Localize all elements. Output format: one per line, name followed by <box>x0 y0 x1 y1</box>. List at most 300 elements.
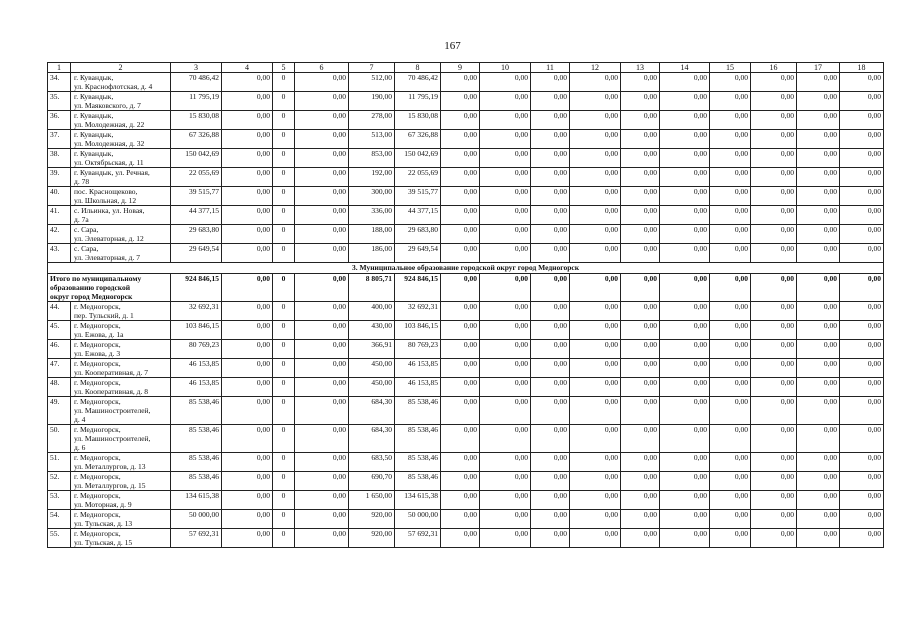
col-12-value: 0,00 <box>570 274 621 302</box>
col-13-value: 0,00 <box>621 149 660 168</box>
col-16-value: 0,00 <box>751 472 797 491</box>
col-13-value: 0,00 <box>621 321 660 340</box>
column-number-header: 5 <box>273 63 295 73</box>
col-7-value: 400,00 <box>349 302 395 321</box>
col-13-value: 0,00 <box>621 225 660 244</box>
col-8-value: 46 153,85 <box>395 378 441 397</box>
col-13-value: 0,00 <box>621 274 660 302</box>
col-6-value: 0,00 <box>295 340 349 359</box>
col-14-value: 0,00 <box>660 359 710 378</box>
col-14-value: 0,00 <box>660 397 710 425</box>
col-13-value: 0,00 <box>621 168 660 187</box>
col-7-value: 192,00 <box>349 168 395 187</box>
address-line: ул. Школьная, д. 12 <box>74 196 137 205</box>
col-8-value: 150 042,69 <box>395 149 441 168</box>
col-8-value: 39 515,77 <box>395 187 441 206</box>
table-row <box>48 206 884 225</box>
row-number: 47. <box>48 359 71 378</box>
col-13-value: 0,00 <box>621 397 660 425</box>
table-row <box>48 378 884 397</box>
col-13-value: 0,00 <box>621 472 660 491</box>
col-16-value: 0,00 <box>751 130 797 149</box>
col-5-value: 0 <box>273 302 295 321</box>
total-row <box>48 274 884 302</box>
col-10-value: 0,00 <box>480 302 531 321</box>
table-row <box>48 321 884 340</box>
col-3-value: 46 153,85 <box>171 359 222 378</box>
col-15-value: 0,00 <box>710 321 751 340</box>
table-row <box>48 225 884 244</box>
address-cell <box>71 149 171 168</box>
col-17-value: 0,00 <box>797 340 840 359</box>
col-8-value: 924 846,15 <box>395 274 441 302</box>
col-9-value: 0,00 <box>441 302 480 321</box>
col-16-value: 0,00 <box>751 244 797 263</box>
col-6-value: 0,00 <box>295 453 349 472</box>
address-line: г. Медногорск, <box>74 529 121 538</box>
col-14-value: 0,00 <box>660 168 710 187</box>
address-cell <box>71 73 171 92</box>
col-7-value: 920,00 <box>349 529 395 548</box>
row-number: 39. <box>48 168 71 187</box>
col-16-value: 0,00 <box>751 274 797 302</box>
col-14-value: 0,00 <box>660 321 710 340</box>
col-5-value: 0 <box>273 321 295 340</box>
col-8-value: 67 326,88 <box>395 130 441 149</box>
col-17-value: 0,00 <box>797 92 840 111</box>
address-line: пер. Тульский, д. 1 <box>74 311 134 320</box>
col-11-value: 0,00 <box>531 149 570 168</box>
col-6-value: 0,00 <box>295 92 349 111</box>
col-17-value: 0,00 <box>797 149 840 168</box>
address-line: ул. Ежова, д. 1а <box>74 330 124 339</box>
col-17-value: 0,00 <box>797 274 840 302</box>
col-9-value: 0,00 <box>441 149 480 168</box>
col-16-value: 0,00 <box>751 73 797 92</box>
col-11-value: 0,00 <box>531 397 570 425</box>
address-cell <box>71 510 171 529</box>
address-line: г. Кувандык, ул. Речная, <box>74 168 150 177</box>
col-3-value: 134 615,38 <box>171 491 222 510</box>
col-10-value: 0,00 <box>480 472 531 491</box>
col-4-value: 0,00 <box>222 302 273 321</box>
table-row <box>48 453 884 472</box>
column-number-header: 4 <box>222 63 273 73</box>
col-10-value: 0,00 <box>480 340 531 359</box>
col-12-value: 0,00 <box>570 149 621 168</box>
col-15-value: 0,00 <box>710 425 751 453</box>
col-8-value: 57 692,31 <box>395 529 441 548</box>
col-15-value: 0,00 <box>710 111 751 130</box>
col-11-value: 0,00 <box>531 529 570 548</box>
col-7-value: 300,00 <box>349 187 395 206</box>
address-cell <box>71 244 171 263</box>
address-line: д. 4 <box>74 415 86 424</box>
col-5-value: 0 <box>273 206 295 225</box>
col-13-value: 0,00 <box>621 453 660 472</box>
col-6-value: 0,00 <box>295 187 349 206</box>
col-6-value: 0,00 <box>295 225 349 244</box>
col-11-value: 0,00 <box>531 130 570 149</box>
col-18-value: 0,00 <box>840 453 884 472</box>
col-5-value: 0 <box>273 130 295 149</box>
col-6-value: 0,00 <box>295 244 349 263</box>
col-13-value: 0,00 <box>621 302 660 321</box>
col-7-value: 430,00 <box>349 321 395 340</box>
col-5-value: 0 <box>273 92 295 111</box>
col-12-value: 0,00 <box>570 397 621 425</box>
col-11-value: 0,00 <box>531 491 570 510</box>
col-9-value: 0,00 <box>441 225 480 244</box>
col-11-value: 0,00 <box>531 378 570 397</box>
col-11-value: 0,00 <box>531 425 570 453</box>
address-line: с. Сара, <box>74 244 99 253</box>
column-number-row <box>48 63 884 73</box>
address-line: ул. Молодежная, д. 32 <box>74 139 145 148</box>
col-5-value: 0 <box>273 168 295 187</box>
row-number: 34. <box>48 73 71 92</box>
col-7-value: 853,00 <box>349 149 395 168</box>
col-4-value: 0,00 <box>222 425 273 453</box>
col-7-value: 683,50 <box>349 453 395 472</box>
col-7-value: 684,30 <box>349 397 395 425</box>
col-16-value: 0,00 <box>751 397 797 425</box>
col-6-value: 0,00 <box>295 397 349 425</box>
col-4-value: 0,00 <box>222 529 273 548</box>
column-number-header: 11 <box>531 63 570 73</box>
col-7-value: 336,00 <box>349 206 395 225</box>
col-15-value: 0,00 <box>710 302 751 321</box>
column-number-header: 18 <box>840 63 884 73</box>
col-6-value: 0,00 <box>295 73 349 92</box>
col-17-value: 0,00 <box>797 453 840 472</box>
column-number-header: 9 <box>441 63 480 73</box>
address-line: д. 7а <box>74 215 89 224</box>
column-number-header: 14 <box>660 63 710 73</box>
col-6-value: 0,00 <box>295 206 349 225</box>
address-line: ул. Краснофлотская, д. 4 <box>74 82 153 91</box>
address-line: ул. Моторная, д. 9 <box>74 500 132 509</box>
table-row <box>48 359 884 378</box>
column-number-header: 15 <box>710 63 751 73</box>
col-13-value: 0,00 <box>621 92 660 111</box>
col-11-value: 0,00 <box>531 359 570 378</box>
col-4-value: 0,00 <box>222 453 273 472</box>
table-row <box>48 510 884 529</box>
col-18-value: 0,00 <box>840 425 884 453</box>
address-line: г. Кувандык, <box>74 73 114 82</box>
col-3-value: 924 846,15 <box>171 274 222 302</box>
address-line: г. Медногорск, <box>74 472 121 481</box>
column-number-header: 13 <box>621 63 660 73</box>
col-18-value: 0,00 <box>840 206 884 225</box>
col-18-value: 0,00 <box>840 111 884 130</box>
col-15-value: 0,00 <box>710 130 751 149</box>
col-7-value: 8 805,71 <box>349 274 395 302</box>
col-12-value: 0,00 <box>570 92 621 111</box>
col-11-value: 0,00 <box>531 453 570 472</box>
column-number-header: 10 <box>480 63 531 73</box>
col-15-value: 0,00 <box>710 73 751 92</box>
col-18-value: 0,00 <box>840 187 884 206</box>
row-number: 36. <box>48 111 71 130</box>
col-13-value: 0,00 <box>621 510 660 529</box>
col-8-value: 15 830,08 <box>395 111 441 130</box>
row-number: 45. <box>48 321 71 340</box>
col-6-value: 0,00 <box>295 274 349 302</box>
address-line: Итого по муниципальному <box>50 274 142 283</box>
col-8-value: 44 377,15 <box>395 206 441 225</box>
col-12-value: 0,00 <box>570 491 621 510</box>
col-3-value: 29 683,80 <box>171 225 222 244</box>
col-5-value: 0 <box>273 378 295 397</box>
col-5-value: 0 <box>273 453 295 472</box>
col-13-value: 0,00 <box>621 491 660 510</box>
col-12-value: 0,00 <box>570 206 621 225</box>
address-line: г. Медногорск, <box>74 378 121 387</box>
col-12-value: 0,00 <box>570 453 621 472</box>
address-line: г. Медногорск, <box>74 340 121 349</box>
col-12-value: 0,00 <box>570 425 621 453</box>
address-line: г. Медногорск, <box>74 321 121 330</box>
col-18-value: 0,00 <box>840 274 884 302</box>
col-9-value: 0,00 <box>441 378 480 397</box>
col-4-value: 0,00 <box>222 244 273 263</box>
col-3-value: 85 538,46 <box>171 472 222 491</box>
col-4-value: 0,00 <box>222 340 273 359</box>
address-line: ул. Маяковского, д. 7 <box>74 101 141 110</box>
col-9-value: 0,00 <box>441 472 480 491</box>
address-line: г. Медногорск, <box>74 302 121 311</box>
col-3-value: 46 153,85 <box>171 378 222 397</box>
col-10-value: 0,00 <box>480 359 531 378</box>
address-cell <box>71 206 171 225</box>
col-4-value: 0,00 <box>222 274 273 302</box>
col-10-value: 0,00 <box>480 274 531 302</box>
table-row <box>48 92 884 111</box>
col-6-value: 0,00 <box>295 510 349 529</box>
address-line: образованию городской <box>50 283 131 292</box>
col-15-value: 0,00 <box>710 206 751 225</box>
col-9-value: 0,00 <box>441 529 480 548</box>
row-number: 38. <box>48 149 71 168</box>
col-6-value: 0,00 <box>295 168 349 187</box>
col-15-value: 0,00 <box>710 378 751 397</box>
col-10-value: 0,00 <box>480 244 531 263</box>
col-6-value: 0,00 <box>295 491 349 510</box>
col-4-value: 0,00 <box>222 187 273 206</box>
col-3-value: 11 795,19 <box>171 92 222 111</box>
col-9-value: 0,00 <box>441 168 480 187</box>
col-15-value: 0,00 <box>710 340 751 359</box>
address-line: г. Медногорск, <box>74 359 121 368</box>
col-4-value: 0,00 <box>222 168 273 187</box>
address-cell <box>71 321 171 340</box>
col-7-value: 690,70 <box>349 472 395 491</box>
col-3-value: 85 538,46 <box>171 453 222 472</box>
col-14-value: 0,00 <box>660 472 710 491</box>
address-line: ул. Молодежная, д. 22 <box>74 120 145 129</box>
col-9-value: 0,00 <box>441 510 480 529</box>
col-8-value: 46 153,85 <box>395 359 441 378</box>
col-14-value: 0,00 <box>660 529 710 548</box>
col-7-value: 366,91 <box>349 340 395 359</box>
col-9-value: 0,00 <box>441 359 480 378</box>
col-13-value: 0,00 <box>621 378 660 397</box>
col-16-value: 0,00 <box>751 149 797 168</box>
row-number: 40. <box>48 187 71 206</box>
col-3-value: 103 846,15 <box>171 321 222 340</box>
row-number: 52. <box>48 472 71 491</box>
address-line: г. Медногорск, <box>74 510 121 519</box>
col-5-value: 0 <box>273 274 295 302</box>
col-3-value: 85 538,46 <box>171 425 222 453</box>
col-18-value: 0,00 <box>840 130 884 149</box>
col-5-value: 0 <box>273 425 295 453</box>
table-row <box>48 397 884 425</box>
address-line: ул. Машиностроителей, <box>74 434 151 443</box>
col-14-value: 0,00 <box>660 73 710 92</box>
col-4-value: 0,00 <box>222 206 273 225</box>
col-10-value: 0,00 <box>480 453 531 472</box>
address-line: д. 6 <box>74 443 86 452</box>
col-11-value: 0,00 <box>531 111 570 130</box>
col-4-value: 0,00 <box>222 378 273 397</box>
col-16-value: 0,00 <box>751 425 797 453</box>
col-12-value: 0,00 <box>570 510 621 529</box>
col-4-value: 0,00 <box>222 111 273 130</box>
col-5-value: 0 <box>273 340 295 359</box>
address-cell <box>71 130 171 149</box>
col-5-value: 0 <box>273 225 295 244</box>
column-number-header: 3 <box>171 63 222 73</box>
col-5-value: 0 <box>273 491 295 510</box>
col-14-value: 0,00 <box>660 491 710 510</box>
col-12-value: 0,00 <box>570 340 621 359</box>
col-11-value: 0,00 <box>531 187 570 206</box>
column-number-header: 8 <box>395 63 441 73</box>
col-14-value: 0,00 <box>660 510 710 529</box>
col-17-value: 0,00 <box>797 425 840 453</box>
col-9-value: 0,00 <box>441 321 480 340</box>
col-17-value: 0,00 <box>797 73 840 92</box>
col-16-value: 0,00 <box>751 302 797 321</box>
col-12-value: 0,00 <box>570 111 621 130</box>
table-row <box>48 302 884 321</box>
column-number-header: 17 <box>797 63 840 73</box>
col-3-value: 70 486,42 <box>171 73 222 92</box>
col-18-value: 0,00 <box>840 244 884 263</box>
col-11-value: 0,00 <box>531 510 570 529</box>
col-18-value: 0,00 <box>840 378 884 397</box>
col-11-value: 0,00 <box>531 302 570 321</box>
col-10-value: 0,00 <box>480 92 531 111</box>
col-3-value: 50 000,00 <box>171 510 222 529</box>
col-11-value: 0,00 <box>531 92 570 111</box>
row-number: 49. <box>48 397 71 425</box>
col-14-value: 0,00 <box>660 187 710 206</box>
col-10-value: 0,00 <box>480 491 531 510</box>
column-number-header: 16 <box>751 63 797 73</box>
col-9-value: 0,00 <box>441 453 480 472</box>
address-line: ул. Кооперативная, д. 8 <box>74 387 148 396</box>
address-line: г. Медногорск, <box>74 491 121 500</box>
col-15-value: 0,00 <box>710 168 751 187</box>
address-cell <box>71 359 171 378</box>
col-8-value: 22 055,69 <box>395 168 441 187</box>
address-line: ул. Элеваторная, д. 7 <box>74 253 140 262</box>
col-16-value: 0,00 <box>751 359 797 378</box>
col-4-value: 0,00 <box>222 491 273 510</box>
address-cell <box>71 378 171 397</box>
row-number: 41. <box>48 206 71 225</box>
col-9-value: 0,00 <box>441 425 480 453</box>
col-7-value: 684,30 <box>349 425 395 453</box>
col-16-value: 0,00 <box>751 92 797 111</box>
row-number: 51. <box>48 453 71 472</box>
col-13-value: 0,00 <box>621 187 660 206</box>
table-row <box>48 149 884 168</box>
col-8-value: 29 649,54 <box>395 244 441 263</box>
col-7-value: 188,00 <box>349 225 395 244</box>
col-12-value: 0,00 <box>570 321 621 340</box>
table-row <box>48 73 884 92</box>
col-18-value: 0,00 <box>840 225 884 244</box>
row-number: 37. <box>48 130 71 149</box>
col-6-value: 0,00 <box>295 472 349 491</box>
address-cell <box>71 529 171 548</box>
col-14-value: 0,00 <box>660 453 710 472</box>
table-row <box>48 244 884 263</box>
address-cell <box>71 425 171 453</box>
col-3-value: 15 830,08 <box>171 111 222 130</box>
address-cell <box>71 491 171 510</box>
col-18-value: 0,00 <box>840 340 884 359</box>
col-11-value: 0,00 <box>531 321 570 340</box>
col-4-value: 0,00 <box>222 73 273 92</box>
register-table <box>47 62 884 548</box>
col-12-value: 0,00 <box>570 73 621 92</box>
address-line: г. Кувандык, <box>74 92 114 101</box>
col-6-value: 0,00 <box>295 321 349 340</box>
col-18-value: 0,00 <box>840 92 884 111</box>
address-line: ул. Кооперативная, д. 7 <box>74 368 148 377</box>
col-8-value: 32 692,31 <box>395 302 441 321</box>
col-8-value: 50 000,00 <box>395 510 441 529</box>
address-cell <box>71 168 171 187</box>
address-cell <box>71 472 171 491</box>
table-row <box>48 111 884 130</box>
address-line: д. 78 <box>74 177 90 186</box>
col-15-value: 0,00 <box>710 491 751 510</box>
col-14-value: 0,00 <box>660 244 710 263</box>
row-number: 46. <box>48 340 71 359</box>
col-8-value: 29 683,80 <box>395 225 441 244</box>
col-16-value: 0,00 <box>751 187 797 206</box>
col-15-value: 0,00 <box>710 359 751 378</box>
col-5-value: 0 <box>273 149 295 168</box>
col-15-value: 0,00 <box>710 92 751 111</box>
col-18-value: 0,00 <box>840 491 884 510</box>
col-15-value: 0,00 <box>710 529 751 548</box>
col-5-value: 0 <box>273 397 295 425</box>
col-3-value: 44 377,15 <box>171 206 222 225</box>
col-10-value: 0,00 <box>480 149 531 168</box>
address-line: пос. Краснощеково, <box>74 187 138 196</box>
col-13-value: 0,00 <box>621 425 660 453</box>
col-10-value: 0,00 <box>480 187 531 206</box>
section-header-row <box>48 263 884 274</box>
